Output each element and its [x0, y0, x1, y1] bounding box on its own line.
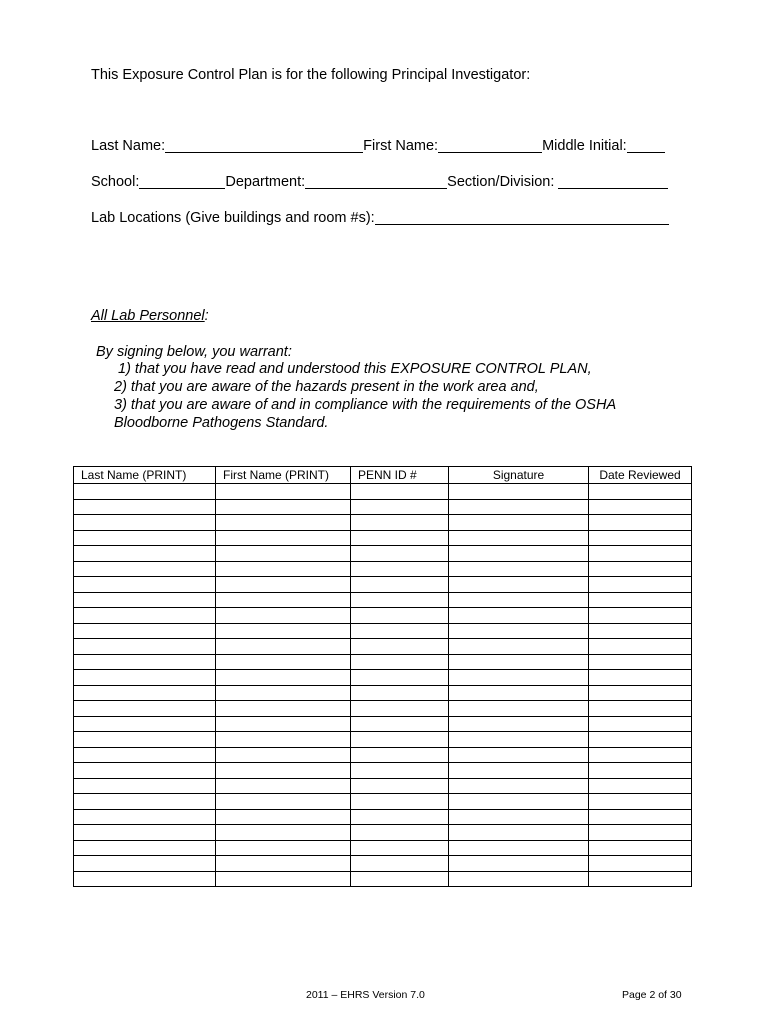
table-row [74, 856, 692, 872]
first-name-cell[interactable] [216, 484, 351, 500]
first-name-cell[interactable] [216, 546, 351, 562]
penn-id-cell[interactable] [351, 871, 449, 887]
penn-id-cell[interactable] [351, 716, 449, 732]
signature-cell[interactable] [449, 871, 589, 887]
table-row [74, 592, 692, 608]
signature-cell[interactable] [449, 825, 589, 841]
last-name-cell[interactable] [74, 654, 216, 670]
school-label: School: [91, 174, 140, 190]
signature-cell[interactable] [449, 747, 589, 763]
personnel-heading [91, 307, 209, 325]
date-reviewed-cell[interactable] [589, 778, 692, 794]
table-row [74, 809, 692, 825]
first-name-cell[interactable] [216, 809, 351, 825]
signature-table [73, 466, 692, 887]
date-reviewed-cell[interactable] [589, 654, 692, 670]
warrant-item-1: 1) that you have read and understood this EXPOSURE CONTROL PLAN, [118, 361, 592, 377]
table-row [74, 515, 692, 531]
signature-cell[interactable] [449, 763, 589, 779]
last-name-cell[interactable] [74, 840, 216, 856]
last-name-cell[interactable] [74, 577, 216, 593]
date-reviewed-cell[interactable] [589, 592, 692, 608]
first-name-cell[interactable] [216, 670, 351, 686]
first-name-cell[interactable] [216, 499, 351, 515]
warrant-text: By signing below, you warrant: [96, 344, 292, 360]
last-name-cell[interactable] [74, 515, 216, 531]
date-reviewed-cell[interactable] [589, 639, 692, 655]
table-row [74, 825, 692, 841]
penn-id-cell[interactable] [351, 484, 449, 500]
first-name-cell[interactable] [216, 716, 351, 732]
penn-id-cell[interactable] [351, 561, 449, 577]
first-name-blank[interactable] [438, 137, 542, 153]
signature-cell[interactable] [449, 654, 589, 670]
table-row [74, 840, 692, 856]
first-name-label: First Name: [363, 138, 439, 154]
table-row [74, 716, 692, 732]
date-reviewed-cell[interactable] [589, 608, 692, 624]
date-reviewed-cell[interactable] [589, 484, 692, 500]
penn-id-cell[interactable] [351, 763, 449, 779]
first-name-cell[interactable] [216, 871, 351, 887]
last-name-cell[interactable] [74, 747, 216, 763]
signature-table-body [74, 484, 692, 887]
first-name-cell[interactable] [216, 794, 351, 810]
penn-id-cell[interactable] [351, 701, 449, 717]
last-name-cell[interactable] [74, 530, 216, 546]
last-name-cell[interactable] [74, 732, 216, 748]
date-reviewed-cell[interactable] [589, 732, 692, 748]
penn-id-cell[interactable] [351, 546, 449, 562]
penn-id-cell[interactable] [351, 530, 449, 546]
date-reviewed-cell[interactable] [589, 763, 692, 779]
last-name-cell[interactable] [74, 608, 216, 624]
penn-id-cell[interactable] [351, 515, 449, 531]
penn-id-cell[interactable] [351, 794, 449, 810]
table-row [74, 654, 692, 670]
intro-text: This Exposure Control Plan is for the following Principal Investigator: [91, 67, 531, 83]
table-row [74, 763, 692, 779]
last-name-cell[interactable] [74, 639, 216, 655]
table-row [74, 778, 692, 794]
first-name-cell[interactable] [216, 561, 351, 577]
last-name-cell[interactable] [74, 778, 216, 794]
signature-cell[interactable] [449, 840, 589, 856]
last-name-cell[interactable] [74, 825, 216, 841]
first-name-cell[interactable] [216, 701, 351, 717]
table-row [74, 623, 692, 639]
penn-id-cell[interactable] [351, 732, 449, 748]
table-row [74, 670, 692, 686]
last-name-cell[interactable] [74, 856, 216, 872]
last-name-cell[interactable] [74, 716, 216, 732]
header-penn-id: PENN ID # [351, 467, 449, 484]
last-name-cell[interactable] [74, 685, 216, 701]
date-reviewed-cell[interactable] [589, 825, 692, 841]
date-reviewed-cell[interactable] [589, 685, 692, 701]
first-name-cell[interactable] [216, 840, 351, 856]
table-row [74, 561, 692, 577]
header-signature: Signature [449, 467, 589, 484]
last-name-cell[interactable] [74, 763, 216, 779]
footer-page-number: Page 2 of 30 [622, 989, 682, 1001]
section-division-blank[interactable] [558, 173, 668, 189]
date-reviewed-cell[interactable] [589, 747, 692, 763]
last-name-cell[interactable] [74, 546, 216, 562]
date-reviewed-cell[interactable] [589, 701, 692, 717]
last-name-cell[interactable] [74, 484, 216, 500]
school-blank[interactable] [139, 173, 225, 189]
penn-id-cell[interactable] [351, 856, 449, 872]
date-reviewed-cell[interactable] [589, 623, 692, 639]
date-reviewed-cell[interactable] [589, 546, 692, 562]
penn-id-cell[interactable] [351, 685, 449, 701]
table-row [74, 747, 692, 763]
table-row [74, 499, 692, 515]
first-name-cell[interactable] [216, 778, 351, 794]
warrant-item-4: Bloodborne Pathogens Standard. [114, 415, 329, 431]
lab-locations-label: Lab Locations (Give buildings and room #s): [91, 210, 375, 226]
penn-id-cell[interactable] [351, 639, 449, 655]
section-division-label: Section/Division: [447, 174, 555, 190]
signature-cell[interactable] [449, 685, 589, 701]
table-header-row [74, 467, 692, 484]
signature-cell[interactable] [449, 809, 589, 825]
first-name-cell[interactable] [216, 856, 351, 872]
penn-id-cell[interactable] [351, 608, 449, 624]
signature-cell[interactable] [449, 794, 589, 810]
penn-id-cell[interactable] [351, 499, 449, 515]
last-name-cell[interactable] [74, 499, 216, 515]
header-last-name: Last Name (PRINT) [74, 467, 216, 484]
date-reviewed-cell[interactable] [589, 809, 692, 825]
department-label: Department: [225, 174, 306, 190]
signature-cell[interactable] [449, 623, 589, 639]
lab-locations-blank[interactable] [375, 209, 669, 225]
table-row [74, 608, 692, 624]
first-name-cell[interactable] [216, 825, 351, 841]
date-reviewed-cell[interactable] [589, 871, 692, 887]
table-row [74, 639, 692, 655]
signature-cell[interactable] [449, 561, 589, 577]
signature-cell[interactable] [449, 530, 589, 546]
penn-id-cell[interactable] [351, 840, 449, 856]
first-name-cell[interactable] [216, 515, 351, 531]
date-reviewed-cell[interactable] [589, 530, 692, 546]
header-date-reviewed: Date Reviewed [589, 467, 692, 484]
signature-cell[interactable] [449, 577, 589, 593]
name-fields-row [91, 137, 665, 155]
last-name-cell[interactable] [74, 701, 216, 717]
header-first-name: First Name (PRINT) [216, 467, 351, 484]
last-name-cell[interactable] [74, 794, 216, 810]
first-name-cell[interactable] [216, 592, 351, 608]
first-name-cell[interactable] [216, 685, 351, 701]
date-reviewed-cell[interactable] [589, 515, 692, 531]
first-name-cell[interactable] [216, 623, 351, 639]
table-row [74, 732, 692, 748]
penn-id-cell[interactable] [351, 825, 449, 841]
penn-id-cell[interactable] [351, 670, 449, 686]
penn-id-cell[interactable] [351, 809, 449, 825]
date-reviewed-cell[interactable] [589, 716, 692, 732]
last-name-blank[interactable] [165, 137, 363, 153]
date-reviewed-cell[interactable] [589, 840, 692, 856]
personnel-heading-colon: : [204, 308, 209, 324]
table-row [74, 871, 692, 887]
table-row [74, 484, 692, 500]
penn-id-cell[interactable] [351, 577, 449, 593]
school-fields-row [91, 173, 668, 191]
penn-id-cell[interactable] [351, 747, 449, 763]
first-name-cell[interactable] [216, 530, 351, 546]
table-row [74, 701, 692, 717]
footer-version: 2011 – EHRS Version 7.0 [306, 989, 425, 1001]
last-name-cell[interactable] [74, 623, 216, 639]
first-name-cell[interactable] [216, 639, 351, 655]
last-name-cell[interactable] [74, 561, 216, 577]
signature-cell[interactable] [449, 856, 589, 872]
table-row [74, 546, 692, 562]
department-blank[interactable] [305, 173, 447, 189]
signature-cell[interactable] [449, 778, 589, 794]
signature-cell[interactable] [449, 515, 589, 531]
signature-cell[interactable] [449, 546, 589, 562]
first-name-cell[interactable] [216, 747, 351, 763]
signature-cell[interactable] [449, 639, 589, 655]
last-name-cell[interactable] [74, 871, 216, 887]
signature-cell[interactable] [449, 592, 589, 608]
personnel-heading-text: All Lab Personnel [91, 308, 205, 324]
signature-cell[interactable] [449, 608, 589, 624]
table-row [74, 794, 692, 810]
signature-cell[interactable] [449, 670, 589, 686]
last-name-cell[interactable] [74, 809, 216, 825]
warrant-item-3: 3) that you are aware of and in compliance with the requirements of the OSHA [114, 397, 617, 413]
date-reviewed-cell[interactable] [589, 577, 692, 593]
first-name-cell[interactable] [216, 732, 351, 748]
middle-initial-label: Middle Initial: [542, 138, 627, 154]
last-name-label: Last Name: [91, 138, 166, 154]
first-name-cell[interactable] [216, 654, 351, 670]
date-reviewed-cell[interactable] [589, 499, 692, 515]
last-name-cell[interactable] [74, 670, 216, 686]
signature-cell[interactable] [449, 701, 589, 717]
warrant-item-2: 2) that you are aware of the hazards present in the work area and, [114, 379, 539, 395]
signature-cell[interactable] [449, 499, 589, 515]
middle-initial-blank[interactable] [627, 137, 665, 153]
lab-locations-row [91, 209, 669, 227]
first-name-cell[interactable] [216, 577, 351, 593]
first-name-cell[interactable] [216, 608, 351, 624]
penn-id-cell[interactable] [351, 654, 449, 670]
signature-cell[interactable] [449, 732, 589, 748]
signature-cell[interactable] [449, 716, 589, 732]
date-reviewed-cell[interactable] [589, 561, 692, 577]
date-reviewed-cell[interactable] [589, 856, 692, 872]
penn-id-cell[interactable] [351, 623, 449, 639]
table-row [74, 530, 692, 546]
first-name-cell[interactable] [216, 763, 351, 779]
table-row [74, 577, 692, 593]
penn-id-cell[interactable] [351, 778, 449, 794]
date-reviewed-cell[interactable] [589, 670, 692, 686]
table-row [74, 685, 692, 701]
date-reviewed-cell[interactable] [589, 794, 692, 810]
signature-cell[interactable] [449, 484, 589, 500]
last-name-cell[interactable] [74, 592, 216, 608]
penn-id-cell[interactable] [351, 592, 449, 608]
